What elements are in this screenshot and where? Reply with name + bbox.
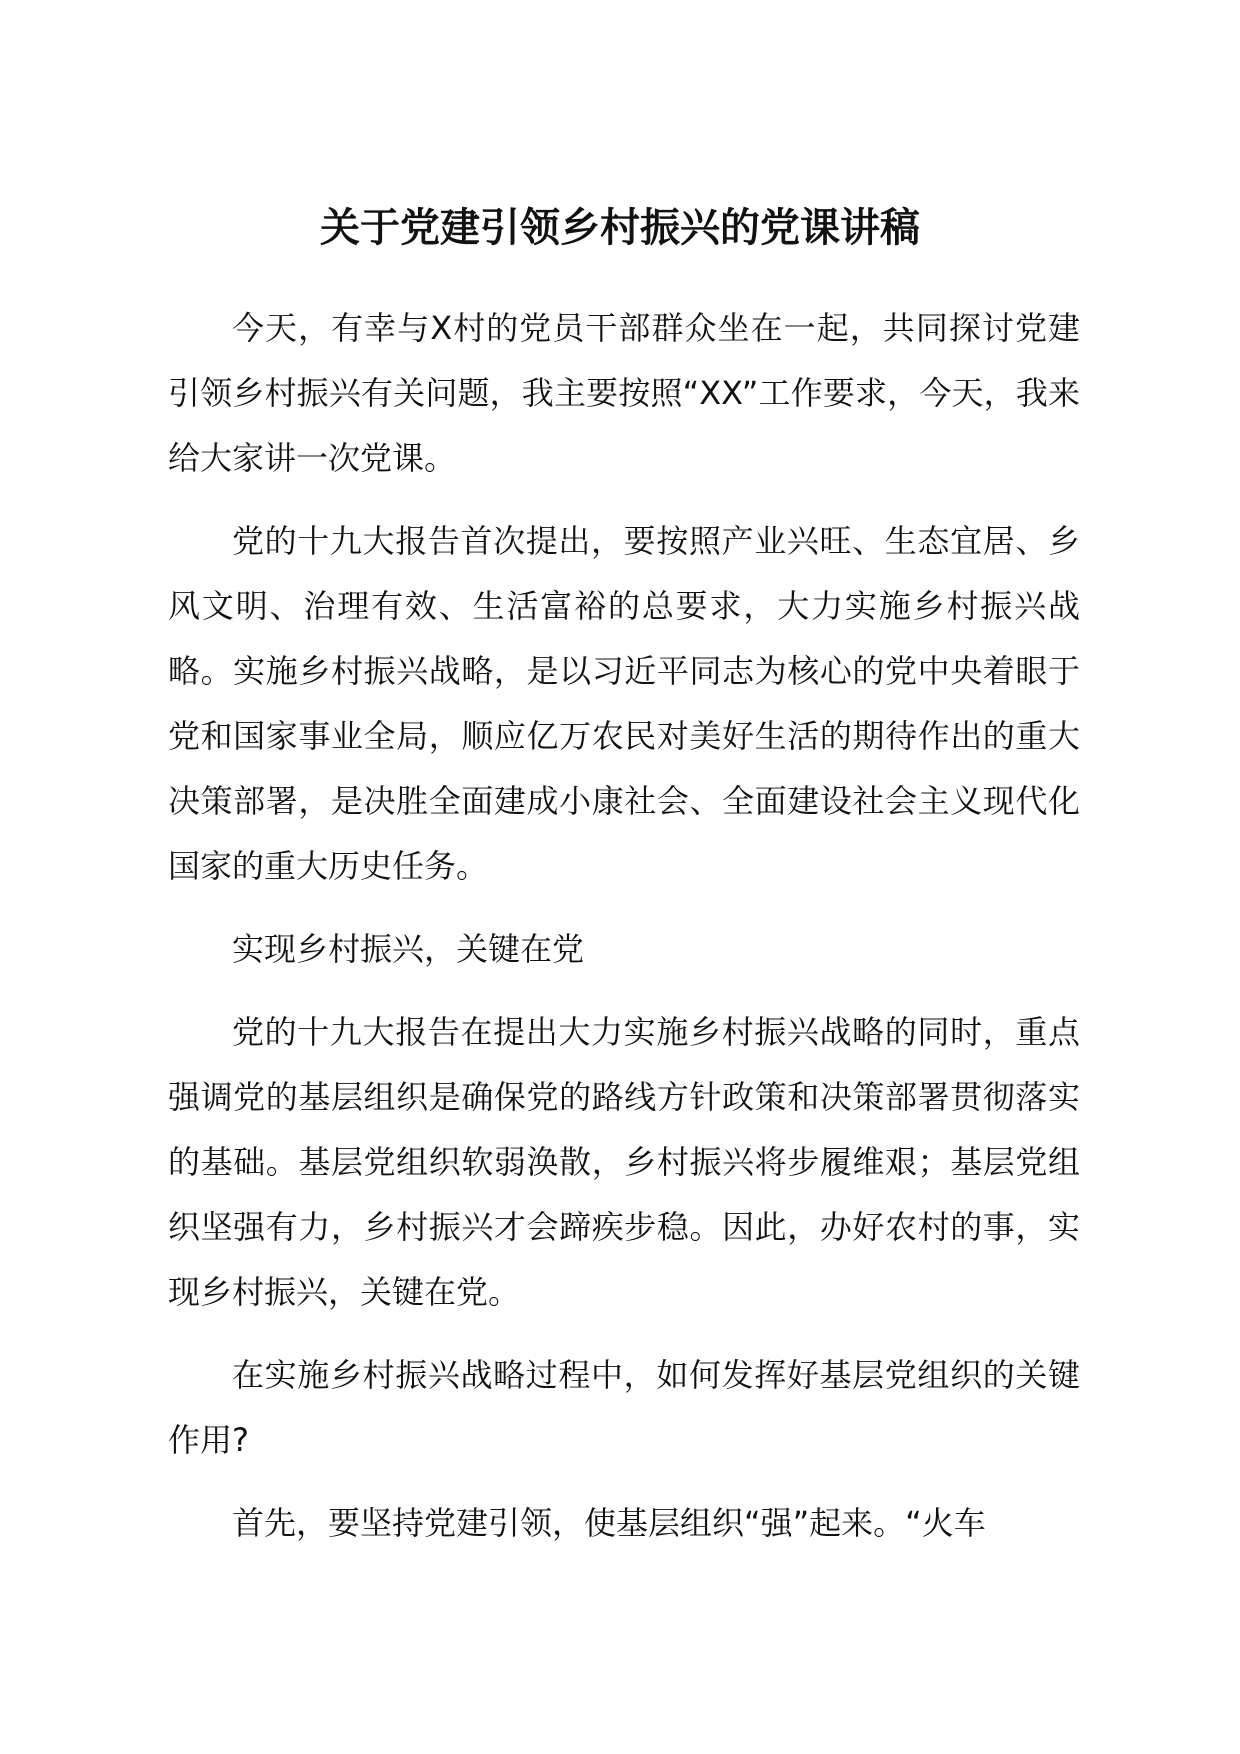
document-body [168, 296, 1080, 1574]
section-heading-key-in-party: 实现乡村振兴，关键在党 [232, 930, 585, 968]
paragraph-strategy: 党的十九大报告首次提出，要按照产业兴旺、生态宜居、乡风文明、治理有效、生活富裕的总要求，大力实施乡村振兴战略。实施乡村振兴战略，是以习近平同志为核心的党中央着眼于党和国家事业全局，顺应亿万农民对美好生活的期待作出的重大决策部署，是决胜全面建成小康社会、全面建设社会主义现代化国家的重大历史任务。 [168, 522, 1080, 885]
document-title: 关于党建引领乡村振兴的党课讲稿 [320, 205, 920, 251]
paragraph-grassroots: 党的十九大报告在提出大力实施乡村振兴战略的同时，重点强调党的基层组织是确保党的路线方针政策和决策部署贯彻落实的基础。基层党组织软弱涣散，乡村振兴将步履维艰；基层党组织坚强有力，乡村振兴才会蹄疾步稳。因此，办好农村的事，实现乡村振兴，关键在党。 [168, 1013, 1080, 1311]
paragraph-first-point: 首先，要坚持党建引领，使基层组织“强”起来。“火车 [232, 1504, 986, 1542]
paragraph-question: 在实施乡村振兴战略过程中，如何发挥好基层党组织的关键作用? [168, 1356, 1080, 1459]
paragraph-intro: 今天，有幸与X村的党员干部群众坐在一起，共同探讨党建引领乡村振兴有关问题，我主要按照“XX”工作要求，今天，我来给大家讲一次党课。 [168, 309, 1080, 477]
